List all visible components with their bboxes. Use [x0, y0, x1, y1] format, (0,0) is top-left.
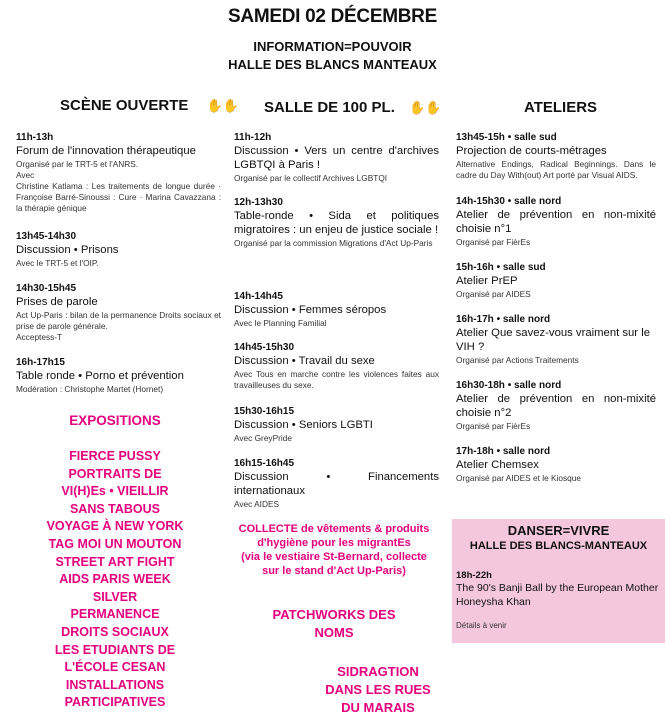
exposition-item: PERMANENCE	[70, 607, 160, 622]
page-title: SAMEDI 02 DÉCEMBRE	[228, 6, 437, 27]
exposition-item: AIDS PARIS WEEK	[59, 572, 171, 587]
exposition-item: L'ÉCOLE CESAN	[64, 660, 166, 675]
exposition-item: TAG MOI UN MOUTON	[48, 536, 182, 551]
collecte-notice: COLLECTE de vêtements & produits d'hygiène pour les migrantEs (via le vestiaire St-Bernard, collecte sur le stand d'Act Up-Paris)	[238, 523, 430, 577]
column-heading-salle: SALLE DE 100 PL. ✋✋	[264, 99, 442, 116]
event-atelier-5: 16h30-18h • salle nord Atelier de prévention en non-mixité choisie n°2 Organisé par FièrEs	[456, 380, 656, 431]
event-atelier-4: 16h-17h • salle nord Atelier Que savez-vous vraiment sur le VIH ? Organisé par Actions Traitements	[456, 314, 651, 365]
exposition-item: DROITS SOCIAUX	[61, 624, 169, 639]
column-heading-scene: SCÈNE OUVERTE ✋✋	[60, 97, 239, 114]
event-atelier-6: 17h-18h • salle nord Atelier Chemsex Organisé par AIDES et le Kiosque	[456, 446, 581, 483]
event-scene-1: 11h-13h Forum de l'innovation thérapeutique Organisé par le TRT-5 et l'ANRS. Avec Christine Katlama : Les traitements de longue durée · Françoise Barré-Sinoussi : Cure · Marina Cavazzana : la thérapie génique	[16, 132, 221, 213]
event-scene-4: 16h-17h15 Table ronde • Porno et prévention Modération : Christophe Martet (Hornet)	[16, 357, 184, 394]
exposition-item: SILVER	[92, 589, 138, 604]
exposition-item: STREET ART FIGHT	[55, 554, 175, 569]
raised-hands-icon: ✋✋	[206, 98, 239, 113]
event-scene-2: 13h45-14h30 Discussion • Prisons Avec le TRT-5 et l'OIP.	[16, 231, 119, 268]
sidragtion-notice: SIDRAGTION DANS LES RUES DU MARAIS	[325, 664, 431, 715]
danser-vivre-box	[452, 519, 665, 643]
exposition-item: PORTRAITS DE	[68, 466, 162, 481]
danser-description: The 90's Banji Ball by the European Mother Honeysha Khan	[456, 582, 659, 608]
exposition-item: SANS TABOUS	[69, 501, 161, 516]
raised-hands-icon: ✋✋	[409, 100, 442, 115]
event-salle-3: 14h-14h45 Discussion • Femmes séropos Avec le Planning Familial	[234, 291, 387, 328]
exposition-item: VI(H)Es • VIEILLIR	[61, 484, 169, 499]
event-salle-2: 12h-13h30 Table-ronde • Sida et politiques migratoires : un enjeu de justice sociale ! Organisé par la commission Migrations d'Act Up-Paris	[234, 197, 439, 248]
exposition-item: LES ETUDIANTS DE	[54, 642, 176, 657]
event-salle-4: 14h45-15h30 Discussion • Travail du sexe Avec Tous en marche contre les violences faites aux travailleuses du sexe.	[234, 342, 439, 390]
event-salle-1: 11h-12h Discussion • Vers un centre d'archives LGBTQI à Paris ! Organisé par le collectif Archives LGBTQI	[234, 132, 439, 183]
expositions-heading: EXPOSITIONS	[69, 413, 161, 428]
patchworks-notice: PATCHWORKS DES NOMS	[272, 607, 396, 640]
event-scene-3: 14h30-15h45 Prises de parole Act Up-Paris : bilan de la permanence Droits sociaux et prise de parole générale. Acceptess-T	[16, 283, 221, 342]
danser-time: 18h-22h	[456, 570, 492, 581]
event-atelier-3: 15h-16h • salle sud Atelier PrEP Organisé par AIDES	[456, 262, 546, 299]
exposition-item: INSTALLATIONS	[65, 677, 165, 692]
exposition-item: FIERCE PUSSY	[69, 449, 161, 463]
danser-title: DANSER=VIVRE	[507, 523, 610, 538]
event-salle-6: 16h15-16h45 Discussion • Financements internationaux Avec AIDES	[234, 458, 439, 509]
exposition-item: VOYAGE À NEW YORK	[46, 519, 184, 534]
page-subtitle-line2: HALLE DES BLANCS MANTEAUX	[228, 57, 437, 72]
expositions-list	[20, 448, 210, 712]
danser-note: Détails à venir	[456, 621, 507, 630]
event-salle-5: 15h30-16h15 Discussion • Seniors LGBTI Avec GreyPride	[234, 406, 373, 443]
page-subtitle-line1: INFORMATION=POUVOIR	[253, 39, 412, 54]
column-heading-ateliers: ATELIERS	[524, 99, 598, 116]
event-atelier-1: 13h45-15h • salle sud Projection de courts-métrages Alternative Endings, Radical Beginnings. Dans le cadre du Day With(out) Art porté par Visual AIDS.	[456, 132, 656, 180]
event-atelier-2: 14h-15h30 • salle nord Atelier de prévention en non-mixité choisie n°1 Organisé par FièrEs	[456, 196, 656, 247]
exposition-item: PARTICIPATIVES	[64, 695, 166, 710]
danser-venue: HALLE DES BLANCS-MANTEAUX	[469, 540, 648, 552]
